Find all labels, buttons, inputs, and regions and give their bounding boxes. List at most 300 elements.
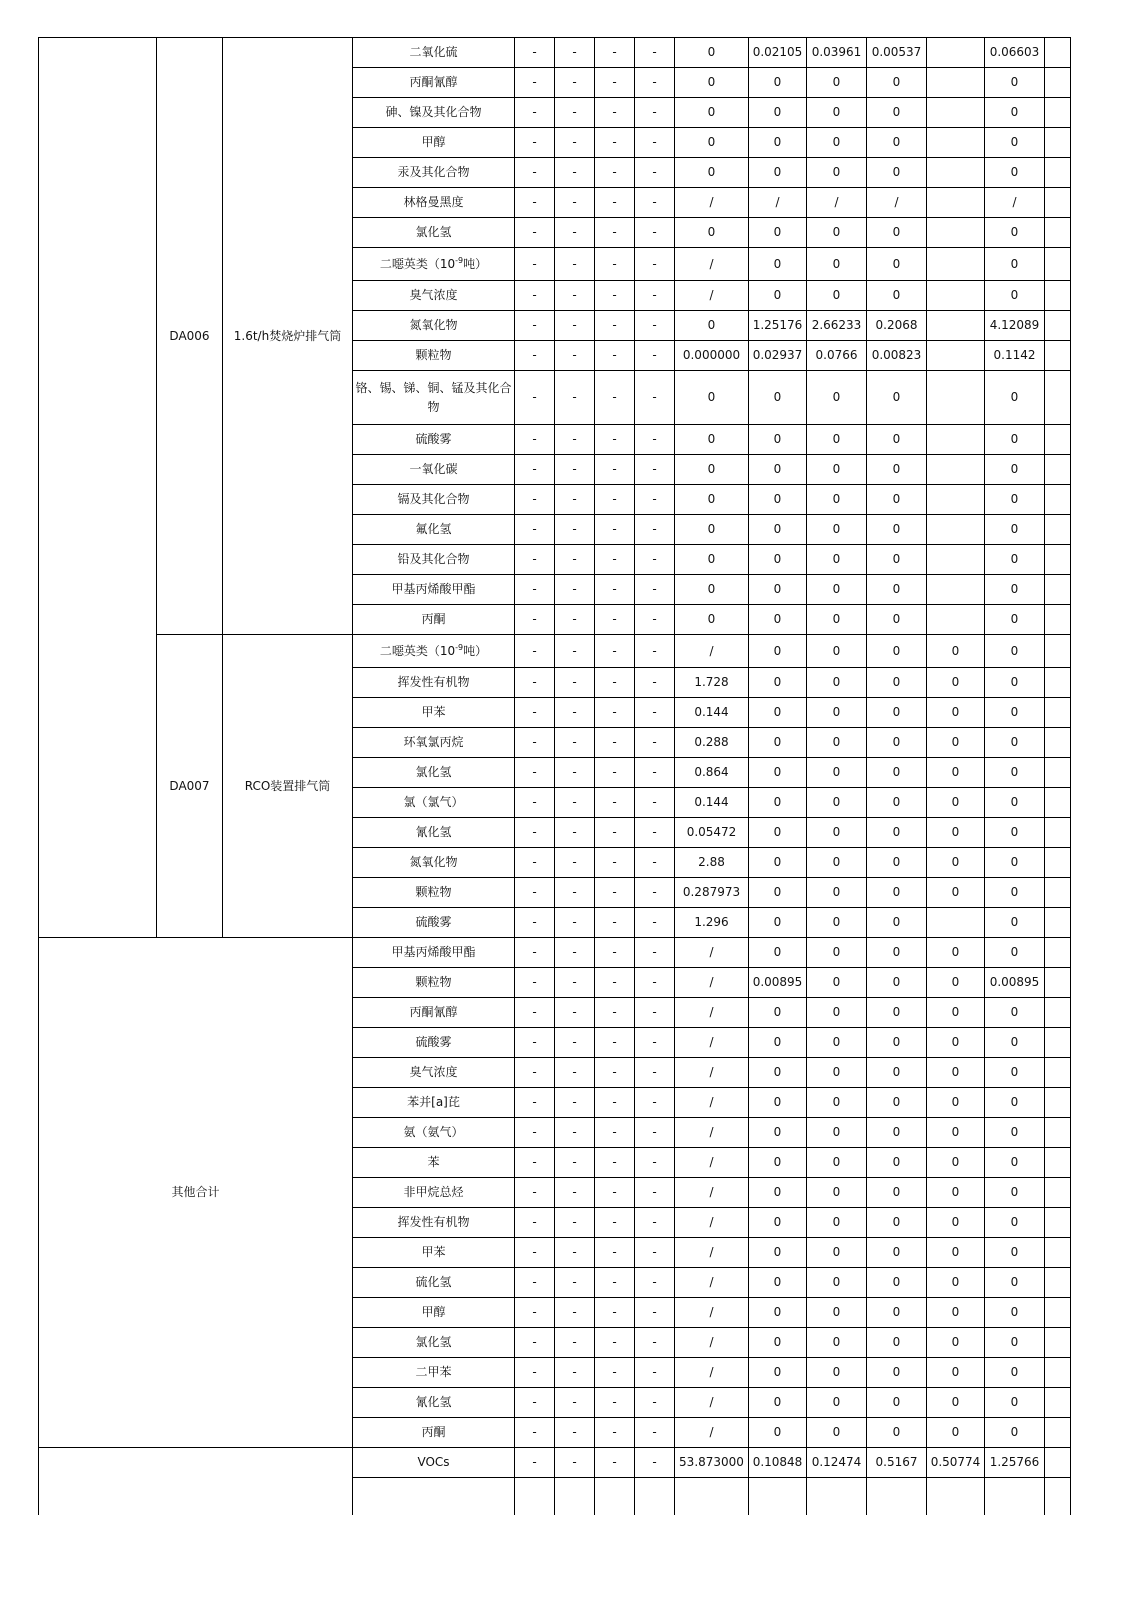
value-cell: 0 (867, 698, 927, 728)
pollutant-name: 硫酸雾 (415, 1035, 452, 1049)
value-cell: 0.00895 (749, 968, 807, 998)
pollutant-name: 非甲烷总烃 (403, 1185, 464, 1199)
value-cell: 0.03961 (807, 38, 867, 68)
pollutant-cell (353, 515, 515, 545)
value-cell (675, 1478, 749, 1515)
value-cell (1045, 938, 1071, 968)
value-cell (927, 605, 985, 635)
value-cell: - (555, 38, 595, 68)
value-cell: / (675, 938, 749, 968)
value-cell: - (595, 635, 635, 668)
value-cell: 0 (985, 1328, 1045, 1358)
pollutant-cell (353, 1358, 515, 1388)
value-cell (1045, 728, 1071, 758)
pollutant-name: 颗粒物 (415, 348, 452, 362)
value-cell: 0 (985, 848, 1045, 878)
value-cell: - (555, 968, 595, 998)
value-cell (555, 1478, 595, 1515)
value-cell: - (515, 371, 555, 425)
value-cell: 0.00895 (985, 968, 1045, 998)
value-cell: - (595, 1118, 635, 1148)
value-cell: 0 (675, 425, 749, 455)
pollutant-name: 丙酮 (421, 612, 446, 626)
pollutant-cell (353, 788, 515, 818)
pollutant-name: 苯并[a]芘 (407, 1095, 460, 1109)
value-cell (1045, 248, 1071, 281)
value-cell: 0 (807, 968, 867, 998)
value-cell: 0 (867, 98, 927, 128)
value-cell: 0 (749, 98, 807, 128)
value-cell: 0 (867, 1268, 927, 1298)
value-cell: - (635, 248, 675, 281)
value-cell (1045, 1268, 1071, 1298)
pollutant-cell (353, 635, 515, 668)
value-cell (927, 341, 985, 371)
value-cell: 0 (985, 1388, 1045, 1418)
value-cell: / (675, 1208, 749, 1238)
value-cell: - (635, 1268, 675, 1298)
value-cell: 0 (807, 728, 867, 758)
value-cell (1045, 38, 1071, 68)
value-cell: 0 (675, 218, 749, 248)
value-cell: - (515, 1448, 555, 1478)
pollutant-cell (353, 1028, 515, 1058)
value-cell: - (635, 878, 675, 908)
value-cell: 0 (927, 1268, 985, 1298)
value-cell: / (675, 1028, 749, 1058)
value-cell: 0 (985, 1028, 1045, 1058)
pollutant-cell (353, 1418, 515, 1448)
value-cell (927, 425, 985, 455)
value-cell: - (635, 1238, 675, 1268)
pollutant-cell (353, 281, 515, 311)
value-cell: - (515, 485, 555, 515)
value-cell: 0 (867, 848, 927, 878)
value-cell: 0.1142 (985, 341, 1045, 371)
value-cell: 0 (749, 218, 807, 248)
value-cell: 0 (807, 1238, 867, 1268)
value-cell: 0 (927, 668, 985, 698)
value-cell: 0 (807, 1328, 867, 1358)
value-cell: - (555, 455, 595, 485)
pollutant-name: 丙酮氰醇 (409, 75, 458, 89)
value-cell: - (635, 38, 675, 68)
pollutant-unit: 吨） (463, 643, 488, 658)
pollutant-cell (353, 485, 515, 515)
value-cell: 0 (807, 605, 867, 635)
value-cell: - (595, 188, 635, 218)
value-cell: - (555, 818, 595, 848)
value-cell: 0 (927, 1208, 985, 1238)
value-cell: 0 (807, 878, 867, 908)
value-cell: 0 (675, 98, 749, 128)
value-cell: - (515, 848, 555, 878)
pollutant-name: 臭气浓度 (409, 288, 458, 302)
pollutant-name: 丙酮氰醇 (409, 1005, 458, 1019)
value-cell: 0 (985, 908, 1045, 938)
value-cell: 2.88 (675, 848, 749, 878)
value-cell: - (595, 818, 635, 848)
value-cell: 0 (807, 698, 867, 728)
value-cell: - (515, 818, 555, 848)
value-cell: 0 (749, 371, 807, 425)
value-cell (1045, 188, 1071, 218)
pollutant-name: VOCs (417, 1455, 450, 1469)
value-cell: 0 (867, 668, 927, 698)
value-cell: - (515, 668, 555, 698)
value-cell: 0 (927, 698, 985, 728)
value-cell: 0 (807, 818, 867, 848)
value-cell: 0 (749, 908, 807, 938)
pollutant-cell (353, 1148, 515, 1178)
value-cell: 0 (807, 1418, 867, 1448)
value-cell (927, 575, 985, 605)
value-cell: 0 (807, 485, 867, 515)
value-cell (1045, 788, 1071, 818)
value-cell: - (635, 1118, 675, 1148)
value-cell: - (515, 218, 555, 248)
value-cell: 0 (675, 575, 749, 605)
value-cell: - (555, 1238, 595, 1268)
pollutant-name: 林格曼黑度 (403, 195, 464, 209)
value-cell: 0 (807, 908, 867, 938)
value-cell: 0 (985, 1088, 1045, 1118)
value-cell: 0 (867, 1148, 927, 1178)
value-cell: - (595, 281, 635, 311)
value-cell: - (635, 1298, 675, 1328)
value-cell: - (635, 1028, 675, 1058)
value-cell: 0.5167 (867, 1448, 927, 1478)
value-cell: / (807, 188, 867, 218)
pollutant-name: 氯（氯气） (403, 795, 464, 809)
value-cell: 0 (985, 938, 1045, 968)
value-cell: - (635, 188, 675, 218)
pollutant-name: 一氧化碳 (409, 462, 458, 476)
value-cell: 0 (807, 938, 867, 968)
value-cell: 0 (749, 758, 807, 788)
value-cell: 0 (867, 515, 927, 545)
value-cell: - (555, 1448, 595, 1478)
value-cell: - (595, 605, 635, 635)
value-cell: - (555, 371, 595, 425)
value-cell: - (595, 341, 635, 371)
value-cell: / (985, 188, 1045, 218)
value-cell: 0 (985, 545, 1045, 575)
value-cell: 0 (807, 1178, 867, 1208)
value-cell: 0.05472 (675, 818, 749, 848)
pollutant-cell (353, 455, 515, 485)
value-cell: 0 (749, 515, 807, 545)
value-cell: - (635, 218, 675, 248)
outlet-name: RCO装置排气筒 (223, 635, 353, 938)
value-cell: - (595, 668, 635, 698)
value-cell (1045, 515, 1071, 545)
pollutant-cell (353, 1268, 515, 1298)
value-cell: 0 (867, 878, 927, 908)
value-cell: - (595, 158, 635, 188)
value-cell: 0.000000 (675, 341, 749, 371)
value-cell: - (555, 545, 595, 575)
value-cell (595, 1478, 635, 1515)
value-cell: - (635, 425, 675, 455)
value-cell: - (595, 371, 635, 425)
value-cell: - (515, 311, 555, 341)
value-cell (927, 188, 985, 218)
pollutant-cell (353, 1088, 515, 1118)
value-cell: 0 (867, 1298, 927, 1328)
value-cell: - (555, 575, 595, 605)
value-cell: 0 (985, 1178, 1045, 1208)
value-cell (1045, 281, 1071, 311)
value-cell: 0 (927, 635, 985, 668)
value-cell: - (595, 758, 635, 788)
value-cell: 0 (675, 545, 749, 575)
value-cell: 0 (867, 998, 927, 1028)
value-cell (1045, 371, 1071, 425)
value-cell: / (675, 998, 749, 1028)
value-cell: 0 (927, 998, 985, 1028)
value-cell: 0 (927, 1178, 985, 1208)
value-cell: 0 (867, 1118, 927, 1148)
value-cell: - (635, 758, 675, 788)
value-cell: 0 (807, 1118, 867, 1148)
value-cell: 0.02105 (749, 38, 807, 68)
pollutant-cell (353, 1178, 515, 1208)
value-cell (1045, 698, 1071, 728)
value-cell: 0 (985, 371, 1045, 425)
value-cell: 0 (985, 98, 1045, 128)
value-cell: - (515, 128, 555, 158)
pollutant-cell (353, 908, 515, 938)
value-cell: 0 (927, 728, 985, 758)
value-cell (1045, 341, 1071, 371)
value-cell: 0 (927, 848, 985, 878)
value-cell: - (595, 515, 635, 545)
value-cell: - (555, 1178, 595, 1208)
value-cell: 0 (927, 968, 985, 998)
value-cell: / (675, 1118, 749, 1148)
value-cell: 0.0766 (807, 341, 867, 371)
value-cell: - (595, 1208, 635, 1238)
value-cell: 0 (807, 998, 867, 1028)
pollutant-cell (353, 371, 515, 425)
pollutant-cell (353, 1448, 515, 1478)
pollutant-cell (353, 818, 515, 848)
value-cell: 0 (985, 605, 1045, 635)
value-cell: 0 (867, 1358, 927, 1388)
value-cell: - (595, 38, 635, 68)
value-cell: - (635, 968, 675, 998)
value-cell: - (635, 1148, 675, 1178)
value-cell: - (515, 698, 555, 728)
value-cell: - (635, 818, 675, 848)
value-cell (1045, 848, 1071, 878)
group-label: 其他合计 (39, 938, 353, 1448)
value-cell: 0 (749, 545, 807, 575)
value-cell: - (515, 908, 555, 938)
value-cell: 0 (749, 1148, 807, 1178)
pollutant-name: 氮氧化物 (409, 318, 458, 332)
pollutant-cell (353, 311, 515, 341)
pollutant-name: 氰化氢 (415, 825, 452, 839)
value-cell: 0 (675, 371, 749, 425)
value-cell: - (515, 1388, 555, 1418)
value-cell: / (675, 1178, 749, 1208)
value-cell: - (595, 788, 635, 818)
value-cell: - (515, 605, 555, 635)
section-cell (39, 38, 157, 938)
value-cell: 0 (807, 1058, 867, 1088)
value-cell: / (675, 1418, 749, 1448)
outlet-code: DA006 (157, 38, 223, 635)
value-cell: - (515, 788, 555, 818)
value-cell: - (555, 605, 595, 635)
value-cell: / (675, 1238, 749, 1268)
pollutant-name: 氰化氢 (415, 1395, 452, 1409)
value-cell: 0 (807, 371, 867, 425)
value-cell: 0 (675, 128, 749, 158)
pollutant-name: 二氧化硫 (409, 45, 458, 59)
pollutant-name: 丙酮 (421, 1425, 446, 1439)
value-cell: 0 (985, 1118, 1045, 1148)
value-cell: 0 (867, 455, 927, 485)
value-cell: 0 (867, 1028, 927, 1058)
value-cell: - (515, 1328, 555, 1358)
emissions-table (38, 37, 1071, 1515)
value-cell: 0 (985, 818, 1045, 848)
value-cell: 0 (807, 248, 867, 281)
value-cell: 0 (749, 1118, 807, 1148)
value-cell: - (635, 1388, 675, 1418)
value-cell: - (595, 1268, 635, 1298)
value-cell: 0 (867, 1178, 927, 1208)
value-cell (1045, 668, 1071, 698)
value-cell: 0.00823 (867, 341, 927, 371)
value-cell: 0 (867, 1058, 927, 1088)
value-cell: 0 (749, 1388, 807, 1418)
pollutant-cell (353, 968, 515, 998)
value-cell: 0 (867, 788, 927, 818)
value-cell: - (635, 158, 675, 188)
value-cell: / (675, 1358, 749, 1388)
value-cell: - (595, 425, 635, 455)
value-cell: - (595, 1298, 635, 1328)
value-cell: - (635, 68, 675, 98)
value-cell: 0 (985, 758, 1045, 788)
value-cell: 0 (749, 1418, 807, 1448)
value-cell: - (595, 938, 635, 968)
value-cell: / (675, 1328, 749, 1358)
value-cell: - (555, 998, 595, 1028)
pollutant-cell (353, 341, 515, 371)
value-cell: 0 (927, 1088, 985, 1118)
value-cell: - (555, 98, 595, 128)
value-cell: - (515, 998, 555, 1028)
pollutant-name: 甲基丙烯酸甲酯 (391, 582, 476, 596)
value-cell: 0 (985, 1148, 1045, 1178)
pollutant-cell (353, 425, 515, 455)
value-cell: 0 (867, 758, 927, 788)
value-cell: / (675, 1298, 749, 1328)
value-cell (927, 1478, 985, 1515)
value-cell: 0 (985, 1208, 1045, 1238)
value-cell (1045, 1448, 1071, 1478)
value-cell: 0 (985, 128, 1045, 158)
value-cell: / (749, 188, 807, 218)
value-cell: - (515, 575, 555, 605)
pollutant-cell (353, 605, 515, 635)
value-cell: 0 (749, 1058, 807, 1088)
pollutant-name: 氯化氢 (415, 1335, 452, 1349)
value-cell (1045, 98, 1071, 128)
value-cell: 0 (749, 938, 807, 968)
value-cell: 0 (807, 848, 867, 878)
value-cell: 0 (807, 1358, 867, 1388)
value-cell: 0 (985, 281, 1045, 311)
value-cell: - (635, 998, 675, 1028)
value-cell: - (595, 968, 635, 998)
pollutant-cell (353, 998, 515, 1028)
pollutant-name: 环氧氯丙烷 (403, 735, 464, 749)
value-cell: - (555, 128, 595, 158)
value-cell: - (555, 668, 595, 698)
value-cell: - (515, 188, 555, 218)
value-cell: - (555, 341, 595, 371)
pollutant-cell (353, 1118, 515, 1148)
value-cell (927, 218, 985, 248)
value-cell: - (595, 1088, 635, 1118)
value-cell: 0.287973 (675, 878, 749, 908)
value-cell: - (595, 1178, 635, 1208)
value-cell: 0 (867, 425, 927, 455)
value-cell: - (515, 1058, 555, 1088)
value-cell (1045, 1388, 1071, 1418)
value-cell: 0.288 (675, 728, 749, 758)
value-cell: 0 (985, 515, 1045, 545)
value-cell: - (555, 515, 595, 545)
pollutant-name: 镉及其化合物 (397, 492, 470, 506)
value-cell: - (595, 1418, 635, 1448)
value-cell: 0 (807, 635, 867, 668)
value-cell: 0 (749, 1358, 807, 1388)
value-cell: - (515, 1268, 555, 1298)
value-cell: - (595, 545, 635, 575)
value-cell: - (635, 908, 675, 938)
value-cell: 0.00537 (867, 38, 927, 68)
value-cell: 0 (867, 371, 927, 425)
table-row (39, 1448, 1071, 1478)
pollutant-name: 砷、镍及其化合物 (385, 105, 482, 119)
value-cell: - (635, 545, 675, 575)
pollutant-name: 臭气浓度 (409, 1065, 458, 1079)
value-cell: 0 (985, 635, 1045, 668)
value-cell: - (515, 1178, 555, 1208)
pollutant-cell (353, 128, 515, 158)
value-cell: - (555, 1418, 595, 1448)
value-cell: - (515, 878, 555, 908)
value-cell (1045, 1088, 1071, 1118)
pollutant-cell (353, 848, 515, 878)
value-cell: - (515, 1298, 555, 1328)
value-cell (927, 485, 985, 515)
value-cell: - (555, 68, 595, 98)
pollutant-name: 甲苯 (421, 1245, 446, 1259)
value-cell: 0 (985, 878, 1045, 908)
value-cell: 0 (985, 1298, 1045, 1328)
pollutant-name: 二噁英类（10 (379, 643, 456, 658)
value-cell: 0.10848 (749, 1448, 807, 1478)
pollutant-cell (353, 668, 515, 698)
